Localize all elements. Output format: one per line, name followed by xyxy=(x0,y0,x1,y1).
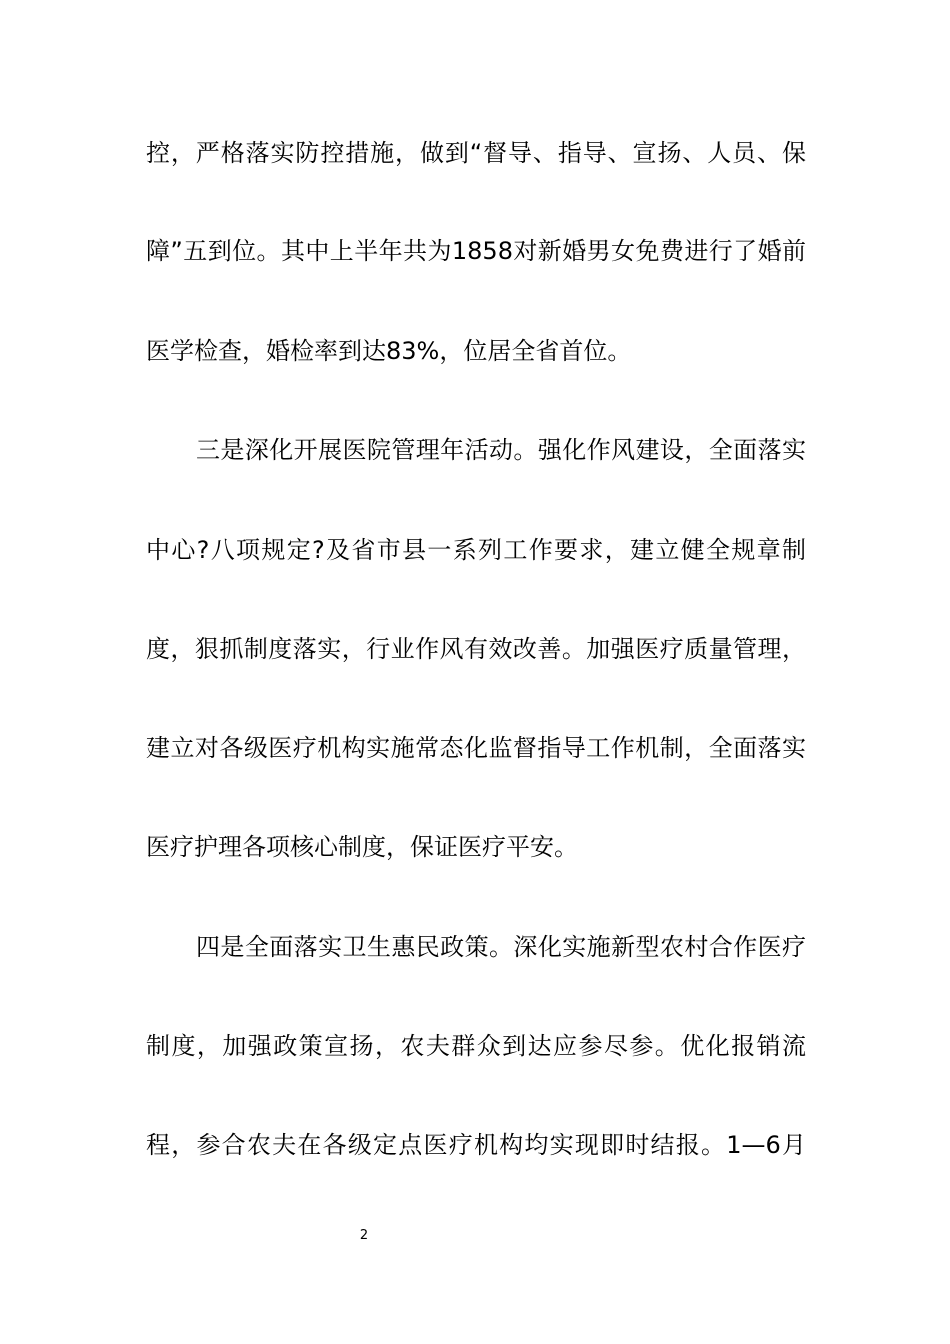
paragraph-line: 建立对各级医疗机构实施常态化监督指导工作机制，全面落实 xyxy=(146,734,806,762)
paragraph-line: 三是深化开展医院管理年活动。强化作风建设，全面落实 xyxy=(196,436,806,464)
paragraph-line: 度，狠抓制度落实，行业作风有效改善。加强医疗质量管理， xyxy=(146,635,806,663)
paragraph-line: 四是全面落实卫生惠民政策。深化实施新型农村合作医疗 xyxy=(196,933,806,961)
paragraph-line: 控，严格落实防控措施，做到“督导、指导、宣扬、人员、保 xyxy=(146,139,806,167)
paragraph-line: 制度，加强政策宣扬，农夫群众到达应参尽参。优化报销流 xyxy=(146,1032,806,1060)
paragraph-line: 医学检查，婚检率到达83%，位居全省首位。 xyxy=(146,337,632,365)
page-number: 2 xyxy=(359,1228,369,1243)
paragraph-line: 中心?八项规定?及省市县一系列工作要求，建立健全规章制 xyxy=(146,536,806,564)
paragraph-line: 医疗护理各项核心制度，保证医疗平安。 xyxy=(146,833,578,861)
paragraph-line: 障”五到位。其中上半年共为1858对新婚男女免费进行了婚前 xyxy=(146,237,806,265)
paragraph-line: 程，参合农夫在各级定点医疗机构均实现即时结报。1—6月 xyxy=(146,1131,806,1159)
